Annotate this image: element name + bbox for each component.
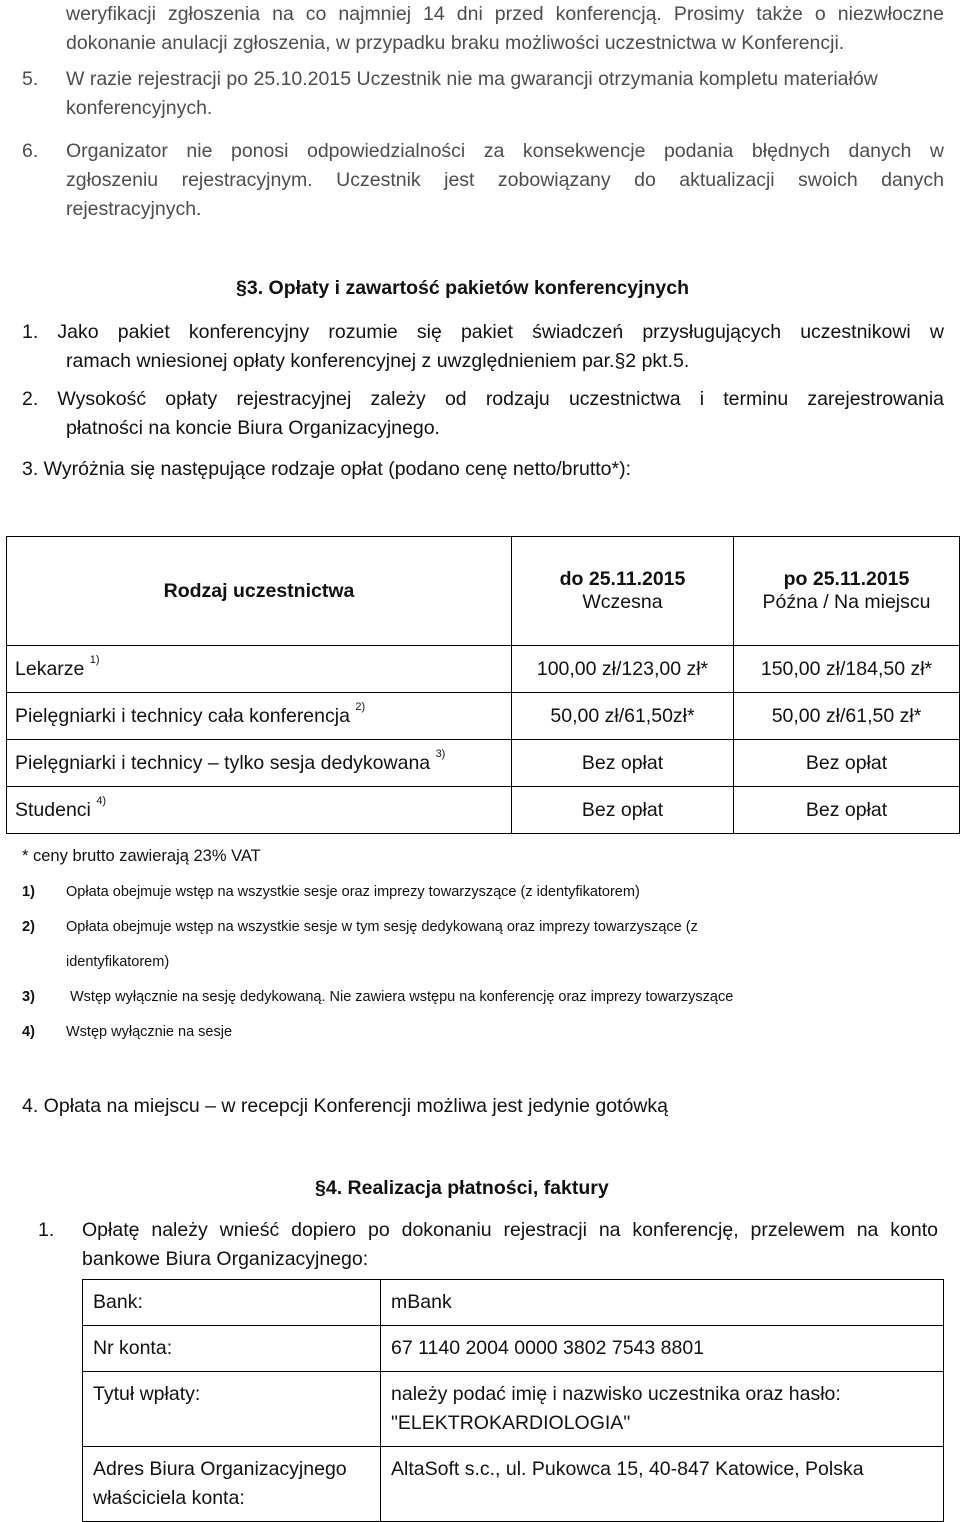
- footnote-number: 2): [22, 919, 35, 935]
- footnote-3: [22, 987, 733, 1007]
- row-type-text: Pielęgniarki i technicy – tylko sesja dedykowana: [15, 751, 431, 774]
- table-row: [83, 1372, 944, 1447]
- bank-details-table: [82, 1279, 944, 1522]
- row-footnote-ref: 2): [355, 700, 366, 713]
- footnote-text: Opłata obejmuje wstęp na wszystkie sesje oraz imprezy towarzyszące (z identyfikatorem): [66, 884, 640, 900]
- footnote-number: 1): [22, 884, 35, 900]
- vat-note: * ceny brutto zawierają 23% VAT: [22, 847, 261, 865]
- row-type-text: Studenci: [15, 798, 91, 821]
- header-early: [512, 537, 734, 646]
- header-late-label: Późna / Na miejscu: [762, 591, 931, 613]
- row-late-price: Bez opłat: [734, 787, 960, 834]
- item6-line-1: Organizator nie ponosi odpowiedzialności za konsekwencje podania błędnych danych w: [66, 140, 944, 162]
- row-early-price: Bez opłat: [512, 787, 734, 834]
- section3-heading: §3. Opłaty i zawartość pakietów konferencyjnych: [236, 277, 689, 299]
- footnote-text: Wstęp wyłącznie na sesje: [66, 1024, 233, 1040]
- row-type-text: Lekarze: [15, 657, 85, 680]
- office-address-label-line-2: właściciela konta:: [93, 1487, 245, 1509]
- office-address-value: AltaSoft s.c., ul. Pukowca 15, 40-847 Katowice, Polska: [381, 1447, 944, 1522]
- row-type: [7, 693, 512, 740]
- section3-item1-line-2: ramach wniesionej opłaty konferencyjnej z uwzględnieniem par.§2 pkt.5.: [66, 350, 690, 372]
- intro-line-2: dokonanie anulacji zgłoszenia, w przypadku braku możliwości uczestnictwa w Konferencji.: [66, 32, 845, 54]
- account-number-value: 67 1140 2004 0000 3802 7543 8801: [381, 1326, 944, 1372]
- section4-item1-number: 1.: [38, 1219, 55, 1241]
- intro-line-1: weryfikacji zgłoszenia na co najmniej 14 dni przed konferencją. Prosimy także o niezwłoczne: [66, 3, 944, 25]
- footnote-text: Opłata obejmuje wstęp na wszystkie sesje w tym sesję dedykowaną oraz imprezy towarzyszące (z: [66, 919, 698, 935]
- table-row: [7, 740, 960, 787]
- section3-item1-line-1: 1. Jako pakiet konferencyjny rozumie się pakiet świadczeń przysługujących uczestnikowi w: [22, 321, 944, 343]
- row-type: [7, 646, 512, 693]
- row-early-price: 100,00 zł/123,00 zł*: [512, 646, 734, 693]
- header-late-date: po 25.11.2015: [783, 568, 910, 590]
- payment-title-text: należy podać imię i nazwisko uczestnika oraz hasło:: [391, 1383, 841, 1405]
- row-late-price: Bez opłat: [734, 740, 960, 787]
- item5-line-1: W razie rejestracji po 25.10.2015 Uczestnik nie ma gwarancji otrzymania kompletu materiałów: [66, 68, 878, 90]
- table-row: [83, 1326, 944, 1372]
- fee-table-header: [7, 537, 960, 646]
- table-row: [7, 693, 960, 740]
- item6-line-2: zgłoszeniu rejestracyjnym. Uczestnik jest zobowiązany do aktualizacji swoich danych: [66, 169, 944, 191]
- footnote-text: Wstęp wyłącznie na sesję dedykowaną. Nie zawiera wstępu na konferencję oraz imprezy towarzyszące: [70, 989, 734, 1005]
- footnote-4: [22, 1022, 232, 1042]
- section4-item1-line-1: Opłatę należy wnieść dopiero po dokonaniu rejestracji na konferencję, przelewem na konto: [82, 1219, 938, 1241]
- footnote-1: [22, 882, 640, 902]
- row-early-price: 50,00 zł/61,50zł*: [512, 693, 734, 740]
- section4-item1-line-2: bankowe Biura Organizacyjnego:: [82, 1248, 369, 1270]
- table-row: [83, 1447, 944, 1522]
- office-address-label-line-1: Adres Biura Organizacyjnego: [93, 1458, 347, 1480]
- item5-number: 5.: [22, 68, 39, 90]
- payment-title-label: Tytuł wpłaty:: [83, 1372, 381, 1447]
- section4-heading: §4. Realizacja płatności, faktury: [315, 1177, 609, 1199]
- footnote-2: [22, 917, 698, 937]
- row-footnote-ref: 4): [96, 794, 107, 807]
- row-footnote-ref: 3): [435, 747, 446, 760]
- table-row: [7, 646, 960, 693]
- row-type: [7, 740, 512, 787]
- footnote-2-continued: identyfikatorem): [66, 954, 170, 970]
- footnote-number: 3): [22, 989, 35, 1005]
- row-late-price: 50,00 zł/61,50 zł*: [734, 693, 960, 740]
- header-late: [734, 537, 960, 646]
- header-early-date: do 25.11.2015: [559, 568, 686, 590]
- fee-table: [6, 536, 960, 834]
- table-row: [83, 1280, 944, 1326]
- row-late-price: 150,00 zł/184,50 zł*: [734, 646, 960, 693]
- row-type: [7, 787, 512, 834]
- header-participation-type: [7, 537, 512, 646]
- row-type-text: Pielęgniarki i technicy cała konferencja: [15, 704, 350, 727]
- section3-item2-line-2: płatności na koncie Biura Organizacyjnego.: [66, 417, 440, 439]
- office-address-label: [83, 1447, 381, 1522]
- section3-item2-line-1: 2. Wysokość opłaty rejestracyjnej zależy od rodzaju uczestnictwa i terminu zarejestrowania: [22, 388, 944, 410]
- section3-item3: 3. Wyróżnia się następujące rodzaje opłat (podano cenę netto/brutto*):: [22, 458, 632, 480]
- account-number-label: Nr konta:: [83, 1326, 381, 1372]
- item5-line-2: konferencyjnych.: [66, 97, 213, 119]
- footnote-number: 4): [22, 1024, 35, 1040]
- row-early-price: Bez opłat: [512, 740, 734, 787]
- bank-label: Bank:: [83, 1280, 381, 1326]
- item6-line-3: rejestracyjnych.: [66, 198, 202, 220]
- header-participation-type-label: Rodzaj uczestnictwa: [163, 579, 355, 602]
- bank-value: mBank: [381, 1280, 944, 1326]
- table-row: [7, 787, 960, 834]
- section3-item4: 4. Opłata na miejscu – w recepcji Konferencji możliwa jest jedynie gotówką: [22, 1095, 668, 1117]
- header-early-label: Wczesna: [582, 591, 663, 613]
- payment-title-password: "ELEKTROKARDIOLOGIA": [391, 1412, 631, 1434]
- row-footnote-ref: 1): [89, 653, 100, 666]
- payment-title-value: [381, 1372, 944, 1447]
- item6-number: 6.: [22, 140, 39, 162]
